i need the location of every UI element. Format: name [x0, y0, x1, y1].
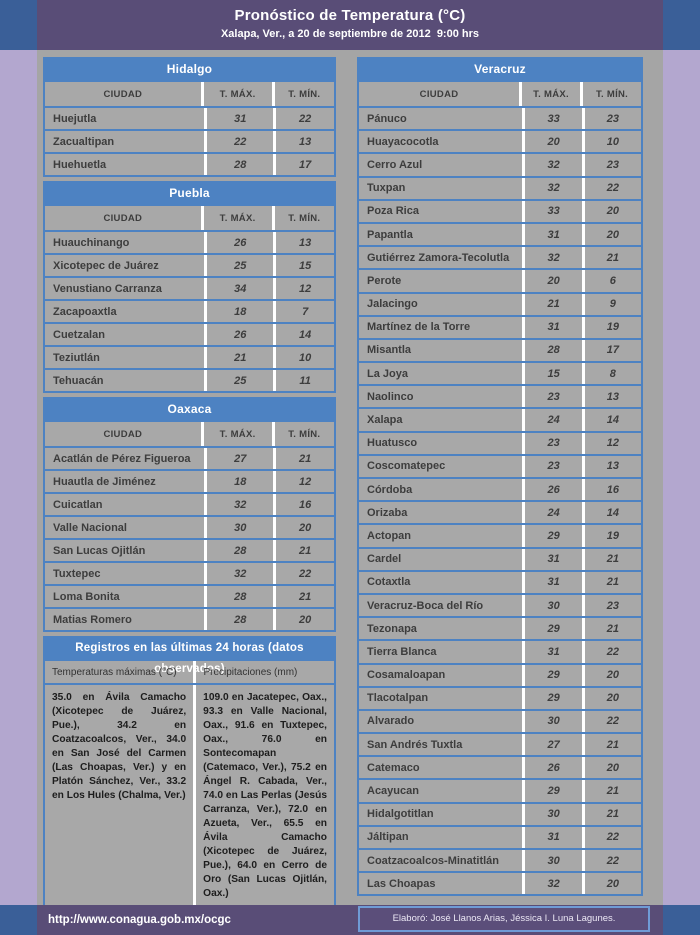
city-cell: Coscomatepec	[367, 460, 446, 473]
bottom-right-corner-block	[663, 905, 700, 935]
bottom-left-corner-block	[0, 905, 37, 935]
tmin-cell: 12	[582, 433, 641, 454]
table-header-row	[45, 80, 334, 106]
tmax-cell: 28	[204, 609, 273, 630]
state-table-puebla	[43, 181, 336, 393]
tmax-cell: 18	[204, 471, 273, 492]
city-cell: Alvarado	[367, 715, 415, 728]
table-row	[45, 446, 334, 469]
table-row	[359, 338, 641, 361]
table-row	[359, 825, 641, 848]
table-row	[45, 607, 334, 630]
city-cell: Hidalgotitlan	[367, 808, 434, 821]
tmin-cell: 11	[273, 370, 334, 391]
table-row	[45, 299, 334, 322]
tmax-cell: 31	[522, 317, 581, 338]
city-cell: Naolinco	[367, 390, 414, 403]
tmax-cell: 20	[522, 131, 581, 152]
table-row	[359, 848, 641, 871]
table-row	[359, 245, 641, 268]
tmax-cell: 29	[522, 665, 581, 686]
right-margin	[663, 50, 700, 905]
city-cell: Pánuco	[367, 112, 407, 125]
tmin-cell: 20	[273, 517, 334, 538]
table-row	[45, 106, 334, 129]
table-row	[45, 345, 334, 368]
tmax-cell: 31	[522, 549, 581, 570]
tmin-cell: 21	[273, 448, 334, 469]
city-cell: Tuxpan	[367, 182, 406, 195]
table-row	[45, 584, 334, 607]
table-row	[359, 129, 641, 152]
tmin-cell: 9	[582, 294, 641, 315]
city-cell: Acatlán de Pérez Figueroa	[53, 452, 191, 465]
tmin-cell: 20	[582, 688, 641, 709]
table-row	[359, 477, 641, 500]
tmax-cell: 31	[522, 827, 581, 848]
credit-box: Elaboró: José Llanos Arias, Jéssica I. Luna Lagunes.	[358, 906, 650, 932]
tmax-cell: 26	[522, 479, 581, 500]
tmax-cell: 28	[204, 540, 273, 561]
tmin-cell: 10	[273, 347, 334, 368]
table-row	[45, 276, 334, 299]
state-table-veracruz	[357, 57, 643, 896]
column-header-tmax: T. MÁX.	[519, 82, 580, 106]
table-row	[359, 802, 641, 825]
table-row	[359, 593, 641, 616]
city-cell: Jáltipan	[367, 831, 409, 844]
tmax-cell: 26	[204, 232, 273, 253]
tmax-cell: 31	[522, 641, 581, 662]
tmin-cell: 16	[273, 494, 334, 515]
city-cell: Tuxtepec	[53, 567, 101, 580]
table-row	[45, 515, 334, 538]
table-row	[45, 322, 334, 345]
column-header-ciudad: CIUDAD	[103, 428, 143, 440]
tmin-cell: 8	[582, 363, 641, 384]
precipitation-column-header: Precipitaciones (mm)	[193, 661, 334, 683]
tmin-cell: 22	[582, 641, 641, 662]
table-row	[359, 384, 641, 407]
tmin-cell: 23	[582, 595, 641, 616]
tmax-cell: 23	[522, 433, 581, 454]
tmax-cell: 26	[204, 324, 273, 345]
table-row	[359, 639, 641, 662]
state-table-title: Hidalgo	[45, 59, 334, 80]
tmin-cell: 23	[582, 154, 641, 175]
top-left-corner-block	[0, 0, 37, 50]
tmax-cell: 20	[522, 270, 581, 291]
city-cell: Zacapoaxtla	[53, 305, 117, 318]
city-cell: Acayucan	[367, 785, 419, 798]
table-row	[359, 709, 641, 732]
tmin-cell: 20	[582, 665, 641, 686]
tmax-cell: 18	[204, 301, 273, 322]
city-cell: Tehuacán	[53, 374, 104, 387]
tmax-cell: 29	[522, 618, 581, 639]
tmax-cell: 28	[204, 154, 273, 175]
tmin-cell: 6	[582, 270, 641, 291]
tmin-cell: 13	[582, 386, 641, 407]
tmin-cell: 12	[273, 278, 334, 299]
tmax-cell: 32	[522, 873, 581, 894]
table-row	[359, 663, 641, 686]
tmax-cell: 29	[522, 780, 581, 801]
table-row	[359, 176, 641, 199]
city-cell: Huautla de Jiménez	[53, 475, 156, 488]
footer-url: http://www.conagua.gob.mx/ocgc	[48, 914, 231, 926]
tmax-cell: 32	[522, 154, 581, 175]
tmax-cell: 31	[522, 224, 581, 245]
tmax-cell: 25	[204, 255, 273, 276]
tmin-cell: 21	[273, 540, 334, 561]
table-row	[359, 106, 641, 129]
tmin-cell: 20	[582, 201, 641, 222]
column-header-tmin: T. MÍN.	[272, 82, 334, 106]
city-cell: Cotaxtla	[367, 576, 411, 589]
observations-header-row	[45, 659, 334, 683]
table-row	[45, 368, 334, 391]
tmin-cell: 19	[582, 525, 641, 546]
column-header-tmin: T. MÍN.	[272, 422, 334, 446]
city-cell: Veracruz-Boca del Río	[367, 599, 484, 612]
tmax-cell: 29	[522, 688, 581, 709]
table-row	[359, 570, 641, 593]
tmax-cell: 30	[522, 595, 581, 616]
tmax-cell: 32	[522, 178, 581, 199]
tmin-cell: 21	[582, 780, 641, 801]
city-cell: Huauchinango	[53, 236, 130, 249]
city-cell: Actopan	[367, 529, 411, 542]
table-row	[359, 407, 641, 430]
tmax-cell: 26	[522, 757, 581, 778]
table-row	[45, 230, 334, 253]
left-margin	[0, 50, 37, 905]
tmax-cell: 28	[204, 586, 273, 607]
tmin-cell: 17	[582, 340, 641, 361]
table-row	[45, 538, 334, 561]
table-row	[359, 523, 641, 546]
tmin-cell: 22	[273, 563, 334, 584]
table-row	[359, 778, 641, 801]
top-right-corner-block	[663, 0, 700, 50]
column-header-ciudad: CIUDAD	[103, 212, 143, 224]
city-cell: Venustiano Carranza	[53, 282, 162, 295]
city-cell: Xalapa	[367, 414, 403, 427]
city-cell: San Lucas Ojitlán	[53, 544, 146, 557]
city-cell: Huatusco	[367, 437, 418, 450]
city-cell: Loma Bonita	[53, 590, 120, 603]
column-header-tmax: T. MÁX.	[201, 82, 272, 106]
tmin-cell: 10	[582, 131, 641, 152]
tmin-cell: 14	[582, 409, 641, 430]
city-cell: Perote	[367, 274, 402, 287]
tmin-cell: 15	[273, 255, 334, 276]
city-cell: Cerro Azul	[367, 158, 423, 171]
state-table-hidalgo	[43, 57, 336, 177]
city-cell: Cuetzalan	[53, 328, 105, 341]
tmin-cell: 23	[582, 108, 641, 129]
city-cell: Martínez de la Torre	[367, 321, 471, 334]
city-cell: Misantla	[367, 344, 412, 357]
tmin-cell: 20	[273, 609, 334, 630]
table-row	[359, 755, 641, 778]
tmax-cell: 30	[522, 711, 581, 732]
tmax-cell: 30	[204, 517, 273, 538]
column-header-tmax: T. MÁX.	[201, 206, 272, 230]
observations-title: Registros en las últimas 24 horas (datos observados)	[45, 638, 334, 659]
table-row	[45, 561, 334, 584]
city-cell: Cosamaloapan	[367, 669, 446, 682]
tmin-cell: 17	[273, 154, 334, 175]
city-cell: Tlacotalpan	[367, 692, 429, 705]
city-cell: Tierra Blanca	[367, 645, 437, 658]
city-cell: Las Choapas	[367, 877, 436, 890]
tmax-cell: 22	[204, 131, 273, 152]
column-header-tmax: T. MÁX.	[201, 422, 272, 446]
city-cell: Papantla	[367, 228, 413, 241]
tmin-cell: 20	[582, 224, 641, 245]
column-header-tmin: T. MÍN.	[580, 82, 641, 106]
table-row	[359, 871, 641, 894]
tmin-cell: 12	[273, 471, 334, 492]
tmax-cell: 31	[522, 572, 581, 593]
tmax-cell: 31	[204, 108, 273, 129]
tmax-cell: 32	[204, 563, 273, 584]
state-table-title: Oaxaca	[45, 399, 334, 420]
tmax-cell: 33	[522, 201, 581, 222]
column-header-ciudad: CIUDAD	[419, 88, 459, 100]
table-row	[359, 361, 641, 384]
city-cell: Matias Romero	[53, 613, 132, 626]
table-row	[359, 732, 641, 755]
tmax-cell: 30	[522, 850, 581, 871]
city-cell: La Joya	[367, 367, 408, 380]
table-row	[359, 547, 641, 570]
table-row	[45, 469, 334, 492]
tmax-cell: 15	[522, 363, 581, 384]
column-header-ciudad: CIUDAD	[103, 88, 143, 100]
city-cell: Huayacocotla	[367, 135, 439, 148]
tmin-cell: 14	[582, 502, 641, 523]
state-table-oaxaca	[43, 397, 336, 632]
tmax-cell: 30	[522, 804, 581, 825]
tmin-cell: 13	[273, 131, 334, 152]
column-header-tmin: T. MÍN.	[272, 206, 334, 230]
table-row	[45, 253, 334, 276]
table-row	[359, 292, 641, 315]
state-table-title: Veracruz	[359, 59, 641, 80]
tmax-cell: 21	[522, 294, 581, 315]
tmax-cell: 27	[522, 734, 581, 755]
city-cell: Jalacingo	[367, 298, 418, 311]
tmin-cell: 7	[273, 301, 334, 322]
tmin-cell: 20	[582, 873, 641, 894]
tmin-cell: 13	[582, 456, 641, 477]
page-title: Pronóstico de Temperatura (°C)	[234, 7, 466, 24]
city-cell: Orizaba	[367, 506, 408, 519]
tmin-cell: 21	[582, 618, 641, 639]
table-row	[359, 268, 641, 291]
table-row	[359, 199, 641, 222]
city-cell: Cardel	[367, 553, 402, 566]
city-cell: Gutiérrez Zamora-Tecolutla	[367, 251, 510, 264]
city-cell: Valle Nacional	[53, 521, 127, 534]
observations-panel	[43, 636, 336, 909]
tmin-cell: 20	[582, 757, 641, 778]
tmin-cell: 14	[273, 324, 334, 345]
tmax-cell: 21	[204, 347, 273, 368]
tmax-cell: 23	[522, 386, 581, 407]
tmax-cell: 34	[204, 278, 273, 299]
city-cell: Zacualtipan	[53, 135, 115, 148]
header-bar	[37, 0, 663, 50]
max-temps-column-header: Temperaturas máximas (°C)	[52, 666, 177, 678]
forecast-right-column	[357, 57, 643, 900]
page-subtitle: Xalapa, Ver., a 20 de septiembre de 2012 9:00 hrs	[220, 28, 480, 40]
tmax-cell: 33	[522, 108, 581, 129]
max-temps-text: 35.0 en Ávila Camacho (Xicotepec de Juárez, Pue.), 34.2 en Coatzacoalcos, Ver., 34.0 en San José del Carmen (Las Choapas, Ver.) y en Platón Sánchez, Ver., 33.2 en Los Hules (Chalma, Ver.)	[52, 692, 187, 801]
tmin-cell: 21	[582, 247, 641, 268]
precipitation-text: 109.0 en Jacatepec, Oax., 93.3 en Valle Nacional, Oax., 91.6 en Tuxtepec, Oax., 76.0 en Sontecomapan (Catemaco, Ver.), 75.2 en Ángel R. Cabada, Ver., 74.0 en Las Perlas (Jesús Carranza, Ver.), 72.0 en Azueta, Ver., 65.5 en Ávila Camacho (Xicotepec de Juárez, Pue.), 64.0 en Cerro de Oro (San Lucas Ojitlán, Oax.)	[193, 685, 334, 907]
table-row	[359, 152, 641, 175]
table-row	[359, 431, 641, 454]
tmin-cell: 16	[582, 479, 641, 500]
tmax-cell: 27	[204, 448, 273, 469]
tmax-cell: 24	[522, 502, 581, 523]
observations-body-row	[45, 683, 334, 907]
tmax-cell: 23	[522, 456, 581, 477]
city-cell: Huejutla	[53, 112, 97, 125]
table-row	[359, 686, 641, 709]
tmax-cell: 29	[522, 525, 581, 546]
city-cell: Catemaco	[367, 761, 420, 774]
tmax-cell: 32	[204, 494, 273, 515]
table-header-row	[45, 204, 334, 230]
tmin-cell: 21	[582, 572, 641, 593]
tmin-cell: 21	[582, 734, 641, 755]
tmin-cell: 22	[582, 850, 641, 871]
city-cell: Xicotepec de Juárez	[53, 259, 159, 272]
table-row	[45, 492, 334, 515]
table-row	[359, 616, 641, 639]
table-header-row	[45, 420, 334, 446]
table-row	[45, 129, 334, 152]
city-cell: Coatzacoalcos-Minatitlán	[367, 854, 500, 867]
table-row	[45, 152, 334, 175]
tmax-cell: 24	[522, 409, 581, 430]
tmin-cell: 19	[582, 317, 641, 338]
city-cell: Tezonapa	[367, 622, 417, 635]
city-cell: San Andrés Tuxtla	[367, 738, 463, 751]
tmax-cell: 25	[204, 370, 273, 391]
table-row	[359, 454, 641, 477]
tmin-cell: 21	[582, 549, 641, 570]
table-row	[359, 222, 641, 245]
tmin-cell: 21	[582, 804, 641, 825]
tmin-cell: 22	[582, 711, 641, 732]
table-row	[359, 500, 641, 523]
city-cell: Córdoba	[367, 483, 413, 496]
city-cell: Cuicatlan	[53, 498, 103, 511]
table-row	[359, 315, 641, 338]
tmin-cell: 22	[273, 108, 334, 129]
tmin-cell: 22	[582, 178, 641, 199]
tmin-cell: 21	[273, 586, 334, 607]
tmin-cell: 22	[582, 827, 641, 848]
forecast-left-column	[43, 57, 336, 913]
city-cell: Poza Rica	[367, 205, 419, 218]
tmax-cell: 32	[522, 247, 581, 268]
city-cell: Huehuetla	[53, 158, 107, 171]
table-header-row	[359, 80, 641, 106]
tmin-cell: 13	[273, 232, 334, 253]
tmax-cell: 28	[522, 340, 581, 361]
state-table-title: Puebla	[45, 183, 334, 204]
city-cell: Teziutlán	[53, 351, 100, 364]
